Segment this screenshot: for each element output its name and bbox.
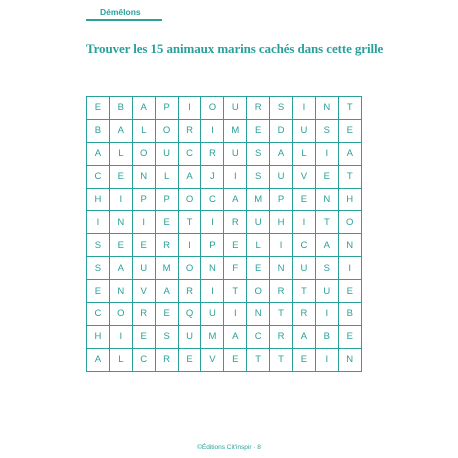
- grid-cell[interactable]: U: [224, 97, 247, 120]
- grid-cell[interactable]: S: [270, 97, 293, 120]
- grid-cell[interactable]: A: [109, 257, 132, 280]
- grid-cell[interactable]: R: [270, 325, 293, 348]
- grid-cell[interactable]: S: [315, 119, 338, 142]
- page-footer: ©Éditions Cit'inspir · 8: [197, 444, 261, 451]
- grid-cell[interactable]: U: [132, 257, 155, 280]
- grid-cell[interactable]: R: [293, 303, 316, 326]
- grid-row: [87, 165, 362, 188]
- grid-cell[interactable]: N: [315, 97, 338, 120]
- grid-cell[interactable]: M: [247, 188, 270, 211]
- grid-cell[interactable]: I: [224, 303, 247, 326]
- grid-cell[interactable]: I: [293, 97, 316, 120]
- grid-cell[interactable]: A: [224, 188, 247, 211]
- grid-cell[interactable]: E: [155, 303, 178, 326]
- grid-cell[interactable]: N: [338, 234, 361, 257]
- grid-cell[interactable]: I: [178, 97, 201, 120]
- grid-cell[interactable]: P: [155, 188, 178, 211]
- grid-cell[interactable]: E: [132, 325, 155, 348]
- grid-cell[interactable]: S: [87, 257, 110, 280]
- grid-cell[interactable]: U: [155, 142, 178, 165]
- grid-cell[interactable]: E: [87, 97, 110, 120]
- grid-row: [87, 348, 362, 371]
- section-tab: [86, 5, 162, 21]
- grid-cell[interactable]: B: [109, 97, 132, 120]
- grid-cell[interactable]: E: [338, 119, 361, 142]
- grid-cell[interactable]: L: [293, 142, 316, 165]
- grid-cell[interactable]: Q: [178, 303, 201, 326]
- grid-cell[interactable]: R: [270, 280, 293, 303]
- grid-cell[interactable]: S: [247, 165, 270, 188]
- grid-cell[interactable]: I: [293, 211, 316, 234]
- grid-cell[interactable]: E: [87, 280, 110, 303]
- word-search-grid: [86, 96, 362, 372]
- grid-cell[interactable]: R: [178, 280, 201, 303]
- grid-cell[interactable]: T: [270, 348, 293, 371]
- grid-row: [87, 303, 362, 326]
- grid-cell[interactable]: U: [293, 119, 316, 142]
- grid-cell[interactable]: V: [201, 348, 224, 371]
- grid-cell[interactable]: M: [155, 257, 178, 280]
- grid-cell[interactable]: B: [87, 119, 110, 142]
- grid-cell[interactable]: A: [315, 234, 338, 257]
- grid-cell[interactable]: N: [132, 165, 155, 188]
- grid-cell[interactable]: P: [155, 97, 178, 120]
- grid-cell[interactable]: O: [247, 280, 270, 303]
- grid-cell[interactable]: V: [293, 165, 316, 188]
- grid-cell[interactable]: I: [109, 188, 132, 211]
- grid-row: [87, 97, 362, 120]
- page-title: Trouver les 15 animaux marins cachés dans cette grille: [86, 41, 384, 56]
- grid-cell[interactable]: E: [178, 348, 201, 371]
- grid-cell[interactable]: O: [109, 303, 132, 326]
- grid-row: [87, 119, 362, 142]
- grid-cell[interactable]: O: [178, 257, 201, 280]
- grid-cell[interactable]: M: [224, 119, 247, 142]
- grid-cell[interactable]: I: [201, 280, 224, 303]
- grid-cell[interactable]: U: [293, 257, 316, 280]
- grid-row: [87, 188, 362, 211]
- grid-row: [87, 280, 362, 303]
- grid-cell[interactable]: I: [87, 211, 110, 234]
- grid-row: [87, 211, 362, 234]
- grid-cell[interactable]: U: [178, 325, 201, 348]
- grid-cell[interactable]: C: [247, 325, 270, 348]
- grid-cell[interactable]: C: [201, 188, 224, 211]
- grid-cell[interactable]: U: [224, 142, 247, 165]
- grid-row: [87, 142, 362, 165]
- grid-cell[interactable]: C: [87, 303, 110, 326]
- grid-cell[interactable]: T: [293, 280, 316, 303]
- grid-cell[interactable]: E: [338, 280, 361, 303]
- grid-cell[interactable]: H: [87, 325, 110, 348]
- section-label: Démêlons: [100, 7, 141, 17]
- grid-cell[interactable]: P: [132, 188, 155, 211]
- grid-cell[interactable]: A: [224, 325, 247, 348]
- grid-cell[interactable]: U: [270, 165, 293, 188]
- grid-cell[interactable]: A: [87, 348, 110, 371]
- grid-cell[interactable]: N: [315, 188, 338, 211]
- grid-cell[interactable]: I: [201, 211, 224, 234]
- grid-cell[interactable]: I: [315, 142, 338, 165]
- grid-cell[interactable]: V: [132, 280, 155, 303]
- grid-cell[interactable]: P: [201, 234, 224, 257]
- grid-cell[interactable]: I: [224, 165, 247, 188]
- grid-cell[interactable]: O: [178, 188, 201, 211]
- grid-cell[interactable]: A: [155, 280, 178, 303]
- grid-cell[interactable]: R: [155, 348, 178, 371]
- grid-cell[interactable]: A: [293, 325, 316, 348]
- grid-cell[interactable]: A: [132, 97, 155, 120]
- grid-cell[interactable]: S: [315, 257, 338, 280]
- grid-cell[interactable]: L: [132, 119, 155, 142]
- grid-cell[interactable]: A: [178, 165, 201, 188]
- grid-cell[interactable]: L: [109, 348, 132, 371]
- grid-cell[interactable]: A: [87, 142, 110, 165]
- grid-cell[interactable]: O: [201, 97, 224, 120]
- grid-cell[interactable]: T: [247, 348, 270, 371]
- grid-cell[interactable]: S: [87, 234, 110, 257]
- grid-cell[interactable]: E: [224, 234, 247, 257]
- grid-cell[interactable]: S: [247, 142, 270, 165]
- grid-cell[interactable]: C: [293, 234, 316, 257]
- grid-cell[interactable]: I: [270, 234, 293, 257]
- grid-cell[interactable]: A: [270, 142, 293, 165]
- grid-cell[interactable]: O: [338, 211, 361, 234]
- grid-cell[interactable]: N: [109, 211, 132, 234]
- grid-cell[interactable]: F: [224, 257, 247, 280]
- grid-cell[interactable]: I: [315, 348, 338, 371]
- grid-cell[interactable]: B: [315, 325, 338, 348]
- grid-cell[interactable]: I: [315, 303, 338, 326]
- grid-cell[interactable]: A: [109, 119, 132, 142]
- grid-cell[interactable]: R: [201, 142, 224, 165]
- grid-cell[interactable]: E: [247, 257, 270, 280]
- grid-row: [87, 325, 362, 348]
- grid-cell[interactable]: H: [87, 188, 110, 211]
- grid-cell[interactable]: I: [338, 257, 361, 280]
- grid-cell[interactable]: T: [315, 211, 338, 234]
- grid-row: [87, 234, 362, 257]
- grid-cell[interactable]: E: [315, 165, 338, 188]
- grid-cell[interactable]: T: [338, 97, 361, 120]
- grid-cell[interactable]: L: [109, 142, 132, 165]
- grid-cell[interactable]: S: [155, 325, 178, 348]
- grid-cell[interactable]: D: [270, 119, 293, 142]
- grid-cell[interactable]: U: [247, 211, 270, 234]
- grid-cell[interactable]: J: [201, 165, 224, 188]
- grid-cell[interactable]: I: [132, 211, 155, 234]
- grid-cell[interactable]: U: [315, 280, 338, 303]
- grid-cell[interactable]: R: [155, 234, 178, 257]
- grid-cell[interactable]: O: [155, 119, 178, 142]
- grid-cell[interactable]: I: [109, 325, 132, 348]
- grid-cell[interactable]: R: [132, 303, 155, 326]
- grid-cell[interactable]: T: [270, 303, 293, 326]
- grid-cell[interactable]: E: [293, 188, 316, 211]
- grid-cell[interactable]: R: [178, 119, 201, 142]
- grid-cell[interactable]: E: [155, 211, 178, 234]
- grid-cell[interactable]: E: [247, 119, 270, 142]
- grid-cell[interactable]: H: [270, 211, 293, 234]
- grid-cell[interactable]: C: [87, 165, 110, 188]
- grid-cell[interactable]: R: [247, 97, 270, 120]
- grid-cell[interactable]: H: [338, 188, 361, 211]
- grid-cell[interactable]: N: [247, 303, 270, 326]
- grid-cell[interactable]: M: [201, 325, 224, 348]
- grid-cell[interactable]: E: [224, 348, 247, 371]
- grid-cell[interactable]: I: [201, 119, 224, 142]
- grid-cell[interactable]: L: [247, 234, 270, 257]
- grid-cell[interactable]: E: [293, 348, 316, 371]
- grid-cell[interactable]: N: [201, 257, 224, 280]
- grid-cell[interactable]: R: [224, 211, 247, 234]
- grid-cell[interactable]: I: [178, 234, 201, 257]
- grid-cell[interactable]: B: [338, 303, 361, 326]
- grid-cell[interactable]: N: [270, 257, 293, 280]
- grid-cell[interactable]: E: [109, 234, 132, 257]
- grid-cell[interactable]: C: [132, 348, 155, 371]
- grid-row: [87, 257, 362, 280]
- grid-cell[interactable]: E: [338, 325, 361, 348]
- grid-cell[interactable]: E: [109, 165, 132, 188]
- grid-cell[interactable]: P: [270, 188, 293, 211]
- grid-cell[interactable]: L: [155, 165, 178, 188]
- grid-cell[interactable]: T: [338, 165, 361, 188]
- grid-cell[interactable]: N: [109, 280, 132, 303]
- grid-cell[interactable]: N: [338, 348, 361, 371]
- grid-cell[interactable]: E: [132, 234, 155, 257]
- grid-cell[interactable]: U: [201, 303, 224, 326]
- grid-cell[interactable]: O: [132, 142, 155, 165]
- grid-cell[interactable]: T: [178, 211, 201, 234]
- grid-cell[interactable]: A: [338, 142, 361, 165]
- grid-cell[interactable]: T: [224, 280, 247, 303]
- grid-cell[interactable]: C: [178, 142, 201, 165]
